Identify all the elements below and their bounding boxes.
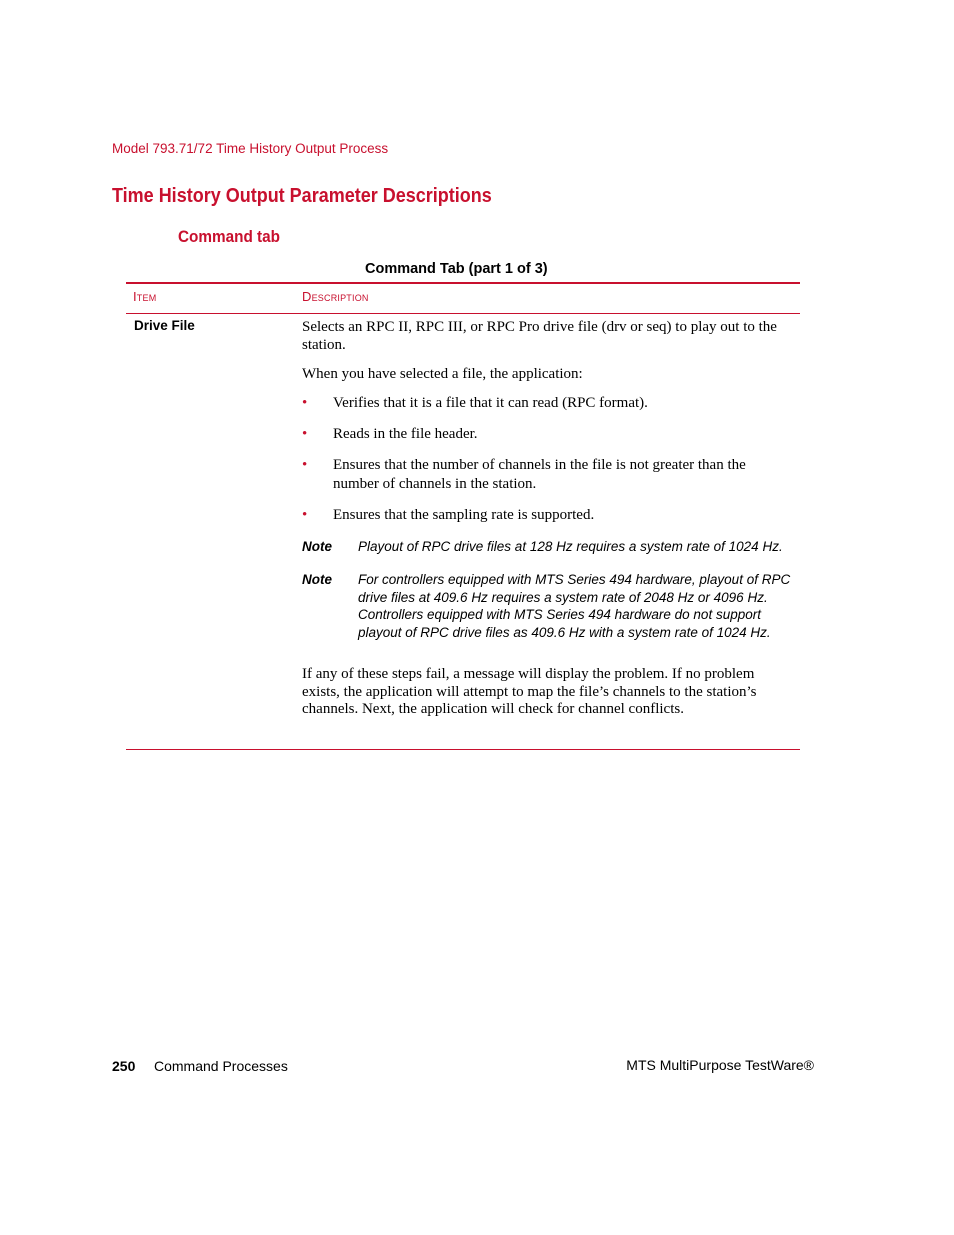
list-item	[302, 394, 794, 413]
column-header-item: Item	[133, 289, 157, 304]
list-item-text: Ensures that the number of channels in the file is not greater than the number of channels in the station.	[333, 457, 746, 492]
table-top-rule	[126, 282, 800, 284]
footer-product: MTS MultiPurpose TestWare®	[626, 1057, 814, 1073]
note-text: For controllers equipped with MTS Series 494 hardware, playout of RPC drive files at 409.6 Hz requires a system rate of 2048 Hz or 4096 Hz. Controllers equipped with MTS Series 494 hardware do not support playout of RPC drive files as 409.6 Hz with a system rate of 1024 Hz.	[358, 572, 791, 640]
table-row-item: Drive File	[134, 318, 195, 333]
list-item-text: Reads in the file header.	[333, 426, 478, 442]
list-item	[302, 456, 794, 494]
footer-section: Command Processes	[154, 1058, 288, 1074]
table-caption: Command Tab (part 1 of 3)	[365, 261, 548, 277]
bullet-icon: •	[302, 507, 308, 523]
description-lead: When you have selected a file, the application:	[302, 366, 583, 382]
section-title: Time History Output Parameter Descriptions	[112, 185, 492, 207]
subsection-title: Command tab	[178, 227, 281, 246]
list-item	[302, 425, 794, 444]
requirements-list	[302, 394, 794, 525]
description-intro: Selects an RPC II, RPC III, or RPC Pro drive file (drv or seq) to play out to the station.	[302, 319, 777, 353]
bullet-icon: •	[302, 395, 308, 411]
table-header-rule	[126, 313, 800, 314]
list-item-text: Ensures that the sampling rate is supported.	[333, 507, 595, 523]
list-item	[302, 506, 794, 525]
table-bottom-rule	[126, 749, 800, 750]
note-text: Playout of RPC drive files at 128 Hz requires a system rate of 1024 Hz.	[358, 539, 783, 554]
note-label: Note	[302, 539, 332, 554]
bullet-icon: •	[302, 426, 308, 442]
list-item-text: Verifies that it is a file that it can read (RPC format).	[333, 395, 648, 411]
description-closing: If any of these steps fail, a message will display the problem. If no problem exists, the application will attempt to map the file’s channels to the station’s channels. Next, the application will check for channel conflicts.	[302, 666, 757, 718]
note	[302, 571, 794, 641]
column-header-description: Description	[302, 289, 369, 304]
table-row-description	[302, 318, 794, 730]
page-number: 250	[112, 1058, 136, 1074]
bullet-icon: •	[302, 457, 308, 473]
note-label: Note	[302, 572, 332, 588]
note	[302, 538, 794, 555]
running-header: Model 793.71/72 Time History Output Process	[112, 141, 389, 156]
